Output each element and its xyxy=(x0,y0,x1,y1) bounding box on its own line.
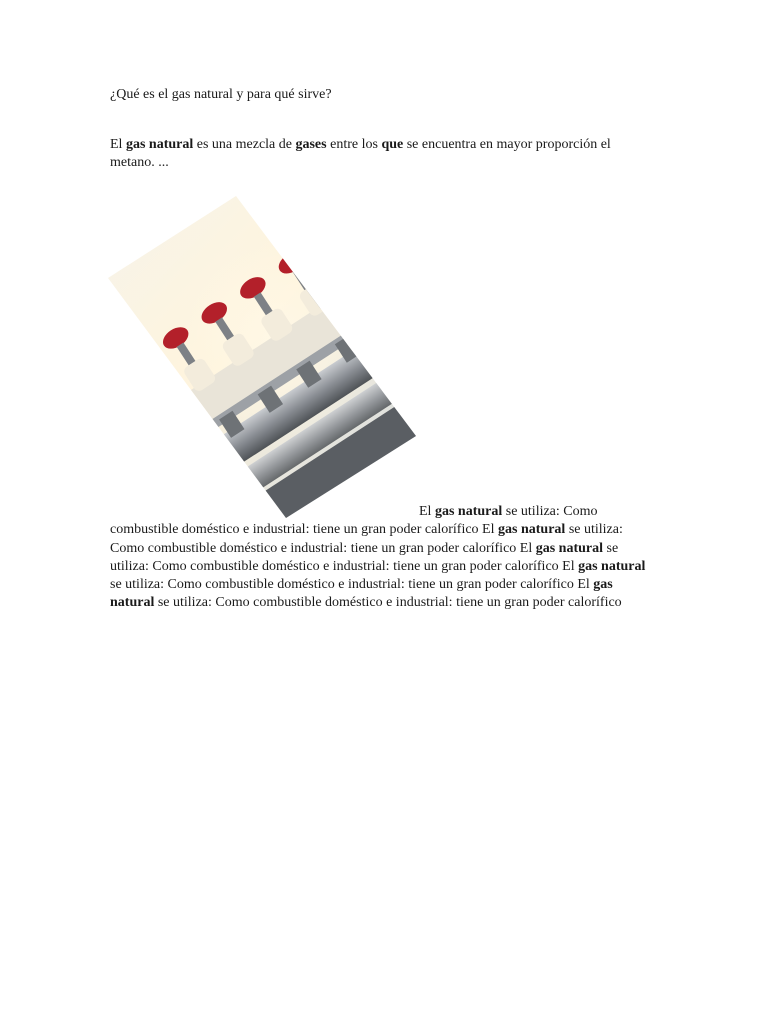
intro-bold-gases: gases xyxy=(295,137,327,152)
body-text-3: se utiliza: Como combustible doméstico e industrial: tiene un gran poder calorífico El xyxy=(110,522,623,556)
body-text-2: se utiliza: Como combustible doméstico e industrial: tiene un gran poder calorífico El xyxy=(110,504,598,538)
intro-bold-que: que xyxy=(381,137,404,152)
body-paragraph xyxy=(110,503,658,613)
body-text-5: se utiliza: Como combustible doméstico e industrial: tiene un gran poder calorífico El xyxy=(110,577,594,593)
body-text-4: se utiliza: Como combustible doméstico e industrial: tiene un gran poder calorífico El xyxy=(110,540,619,574)
body-bold-4: gas natural xyxy=(578,558,646,574)
intro-text-1: El xyxy=(110,137,126,152)
intro-text-4: se encuentra en mayor proporción el metano. ... xyxy=(110,137,611,170)
body-bold-3: gas natural xyxy=(535,540,604,556)
body-text-6: se utiliza: Como combustible doméstico e industrial: tiene un gran poder calorífico xyxy=(154,595,622,611)
gas-valves-photo xyxy=(108,196,416,518)
intro-paragraph xyxy=(110,136,658,172)
body-text-1: El xyxy=(419,504,435,519)
body-bold-5: gas natural xyxy=(110,577,613,611)
intro-text-2: es una mezcla de xyxy=(193,137,296,152)
body-bold-2: gas natural xyxy=(498,522,566,538)
document-title: ¿Qué es el gas natural y para qué sirve? xyxy=(110,87,332,102)
body-bold-1: gas natural xyxy=(434,504,503,519)
intro-text-3: entre los xyxy=(326,137,382,152)
intro-bold-gas-natural: gas natural xyxy=(125,137,194,152)
